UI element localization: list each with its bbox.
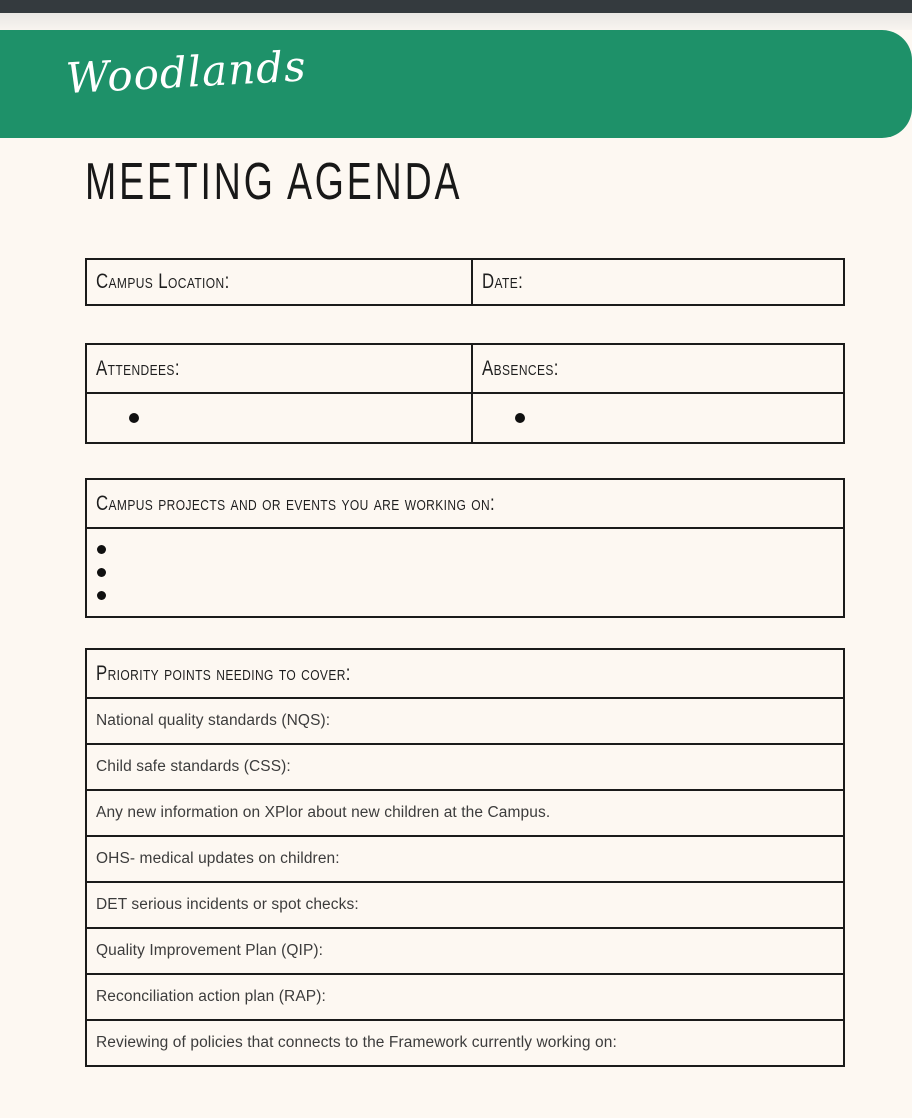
- priority-row-policies: Reviewing of policies that connects to the Framework currently working on:: [96, 1034, 617, 1051]
- location-date-table: [85, 258, 845, 306]
- absences-body-cell: [471, 394, 843, 442]
- priority-row-rap: Reconciliation action plan (RAP):: [96, 988, 326, 1005]
- bullet-point-icon: [129, 413, 139, 423]
- priority-table: [85, 648, 845, 1067]
- brand-header-banner: [0, 30, 912, 138]
- priority-row-qip: Quality Improvement Plan (QIP):: [96, 942, 324, 959]
- bullet-point-icon: [515, 413, 525, 423]
- attendees-body-cell: [87, 394, 471, 442]
- projects-header-label: Campus projects and or events you are working on:: [96, 491, 496, 515]
- date-cell: [471, 260, 843, 304]
- priority-row-det: DET serious incidents or spot checks:: [96, 896, 359, 913]
- campus-location-label: Campus Location:: [96, 270, 230, 293]
- projects-body-cell: [87, 529, 843, 616]
- projects-table: [85, 478, 845, 618]
- bullet-point-icon: [97, 591, 106, 600]
- absences-label: Absences:: [482, 356, 559, 380]
- bullet-point-icon: [97, 568, 106, 577]
- top-strip-divider: [0, 13, 912, 30]
- priority-row-xplor: Any new information on XPlor about new children at the Campus.: [96, 804, 551, 821]
- woodlands-logo: Woodlands: [64, 41, 308, 103]
- page-title: MEETING AGENDA: [85, 153, 463, 211]
- date-label: Date:: [482, 270, 524, 293]
- attendees-header-cell: [87, 345, 471, 392]
- campus-location-cell: [87, 260, 471, 304]
- projects-header-cell: [87, 480, 843, 527]
- priority-header-label: Priority points needing to cover:: [96, 661, 351, 685]
- attendees-label: Attendees:: [96, 356, 180, 380]
- priority-header-cell: [87, 650, 843, 697]
- priority-row-css: Child safe standards (CSS):: [96, 758, 291, 775]
- attendance-table: [85, 343, 845, 444]
- priority-row-ohs: OHS- medical updates on children:: [96, 850, 340, 867]
- top-window-bar: [0, 0, 912, 13]
- priority-row-nqs: National quality standards (NQS):: [96, 712, 331, 729]
- bullet-point-icon: [97, 545, 106, 554]
- absences-header-cell: [471, 345, 843, 392]
